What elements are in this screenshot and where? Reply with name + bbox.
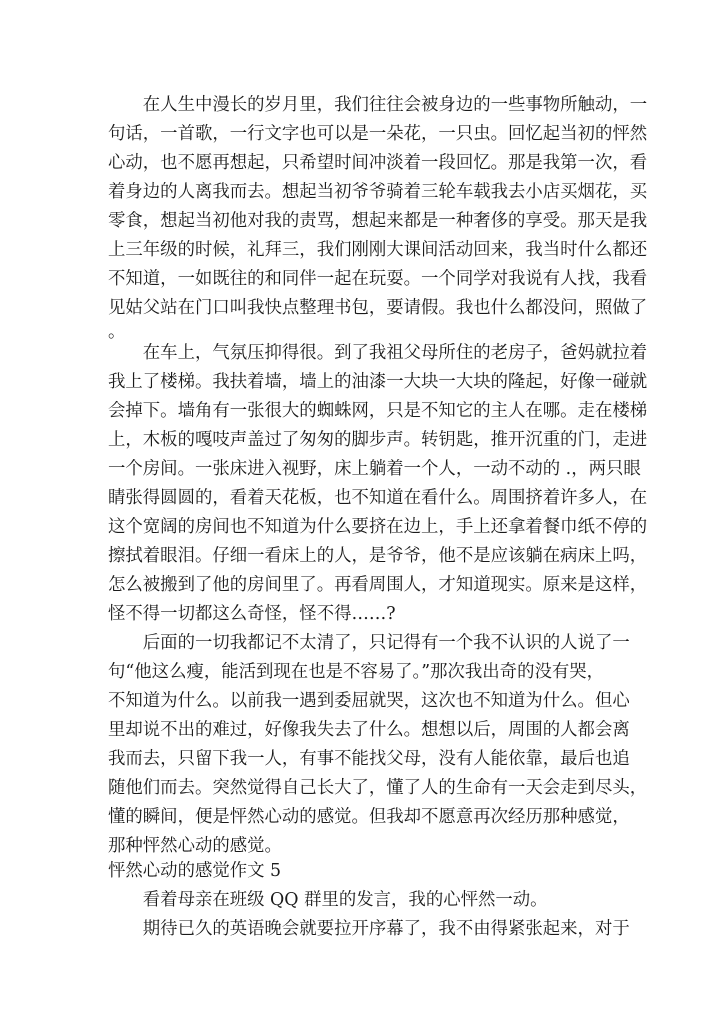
text-line: 在车上，气氛压抑得很。到了我祖父母所住的老房子，爸妈就拉着 (108, 343, 648, 363)
section-heading: 怦然心动的感觉作文 5 (108, 861, 282, 881)
text-line: 不知道，一如既往的和同伴一起在玩耍。一个同学对我说有人找，我看 (108, 269, 648, 289)
text-line: 睛张得圆圆的，看着天花板，也不知道在看什么。周围挤着许多人，在 (108, 488, 648, 508)
text-line: 一个房间。一张床进入视野，床上躺着一个人，一动不动的 .，两只眼 (108, 459, 641, 479)
text-line: 会掉下。墙角有一张很大的蜘蛛网，只是不知它的主人在哪。走在楼梯 (108, 401, 648, 421)
text-line: 那种怦然心动的感觉。 (108, 836, 282, 856)
text-line: 这个宽阔的房间也不知道为什么要挤在边上，手上还拿着餐巾纸不停的 (108, 517, 648, 537)
text-line: 零食，想起当初他对我的责骂，想起来都是一种奢侈的享受。那天是我 (108, 211, 648, 231)
text-line: 句话，一首歌，一行文字也可以是一朵花，一只虫。回忆起当初的怦然 (108, 124, 648, 144)
text-line: 懂的瞬间，便是怦然心动的感觉。但我却不愿意再次经历那种感觉， (108, 807, 630, 827)
text-line: 着身边的人离我而去。想起当初爷爷骑着三轮车载我去小店买烟花，买 (108, 182, 648, 202)
text-line: 不知道为什么。以前我一遇到委屈就哭，这次也不知道为什么。但心 (108, 691, 630, 711)
text-line: 擦拭着眼泪。仔细一看床上的人，是爷爷，他不是应该躺在病床上吗， (108, 546, 648, 566)
text-line: 心动，也不愿再想起，只希望时间冲淡着一段回忆。那是我第一次，看 (108, 153, 648, 173)
text-line: 后面的一切我都记不太清了，只记得有一个我不认识的人说了一 (108, 633, 630, 653)
text-line: 见姑父站在门口叫我快点整理书包，要请假。我也什么都没问，照做了 (108, 298, 648, 318)
text-line: 句“他这么瘦，能活到现在也是不容易了。”那次我出奇的没有哭， (108, 662, 605, 682)
text-line: 我而去，只留下我一人，有事不能找父母，没有人能依靠，最后也追 (108, 749, 630, 769)
text-line: 怪不得一切都这么奇怪，怪不得……? (108, 604, 396, 624)
text-line: 在人生中漫长的岁月里，我们往往会被身边的一些事物所触动，一 (108, 95, 648, 115)
text-line: 看着母亲在班级 QQ 群里的发言，我的心怦然一动。 (108, 890, 548, 910)
text-line: 随他们而去。突然觉得自己长大了，懂了人的生命有一天会走到尽头， (108, 778, 648, 798)
text-line: 上三年级的时候，礼拜三，我们刚刚大课间活动回来，我当时什么都还 (108, 240, 648, 260)
text-line: 期待已久的英语晚会就要拉开序幕了，我不由得紧张起来，对于 (108, 919, 630, 939)
text-line: 里却说不出的难过，好像我失去了什么。想想以后，周围的人都会离 (108, 720, 630, 740)
text-line: 。 (108, 322, 126, 342)
text-line: 上，木板的嘎吱声盖过了匆匆的脚步声。转钥匙，推开沉重的门，走进 (108, 430, 648, 450)
text-line: 怎么被搬到了他的房间里了。再看周围人，才知道现实。原来是这样， (108, 575, 648, 595)
text-line: 我上了楼梯。我扶着墙，墙上的油漆一大块一大块的隆起，好像一碰就 (108, 372, 648, 392)
